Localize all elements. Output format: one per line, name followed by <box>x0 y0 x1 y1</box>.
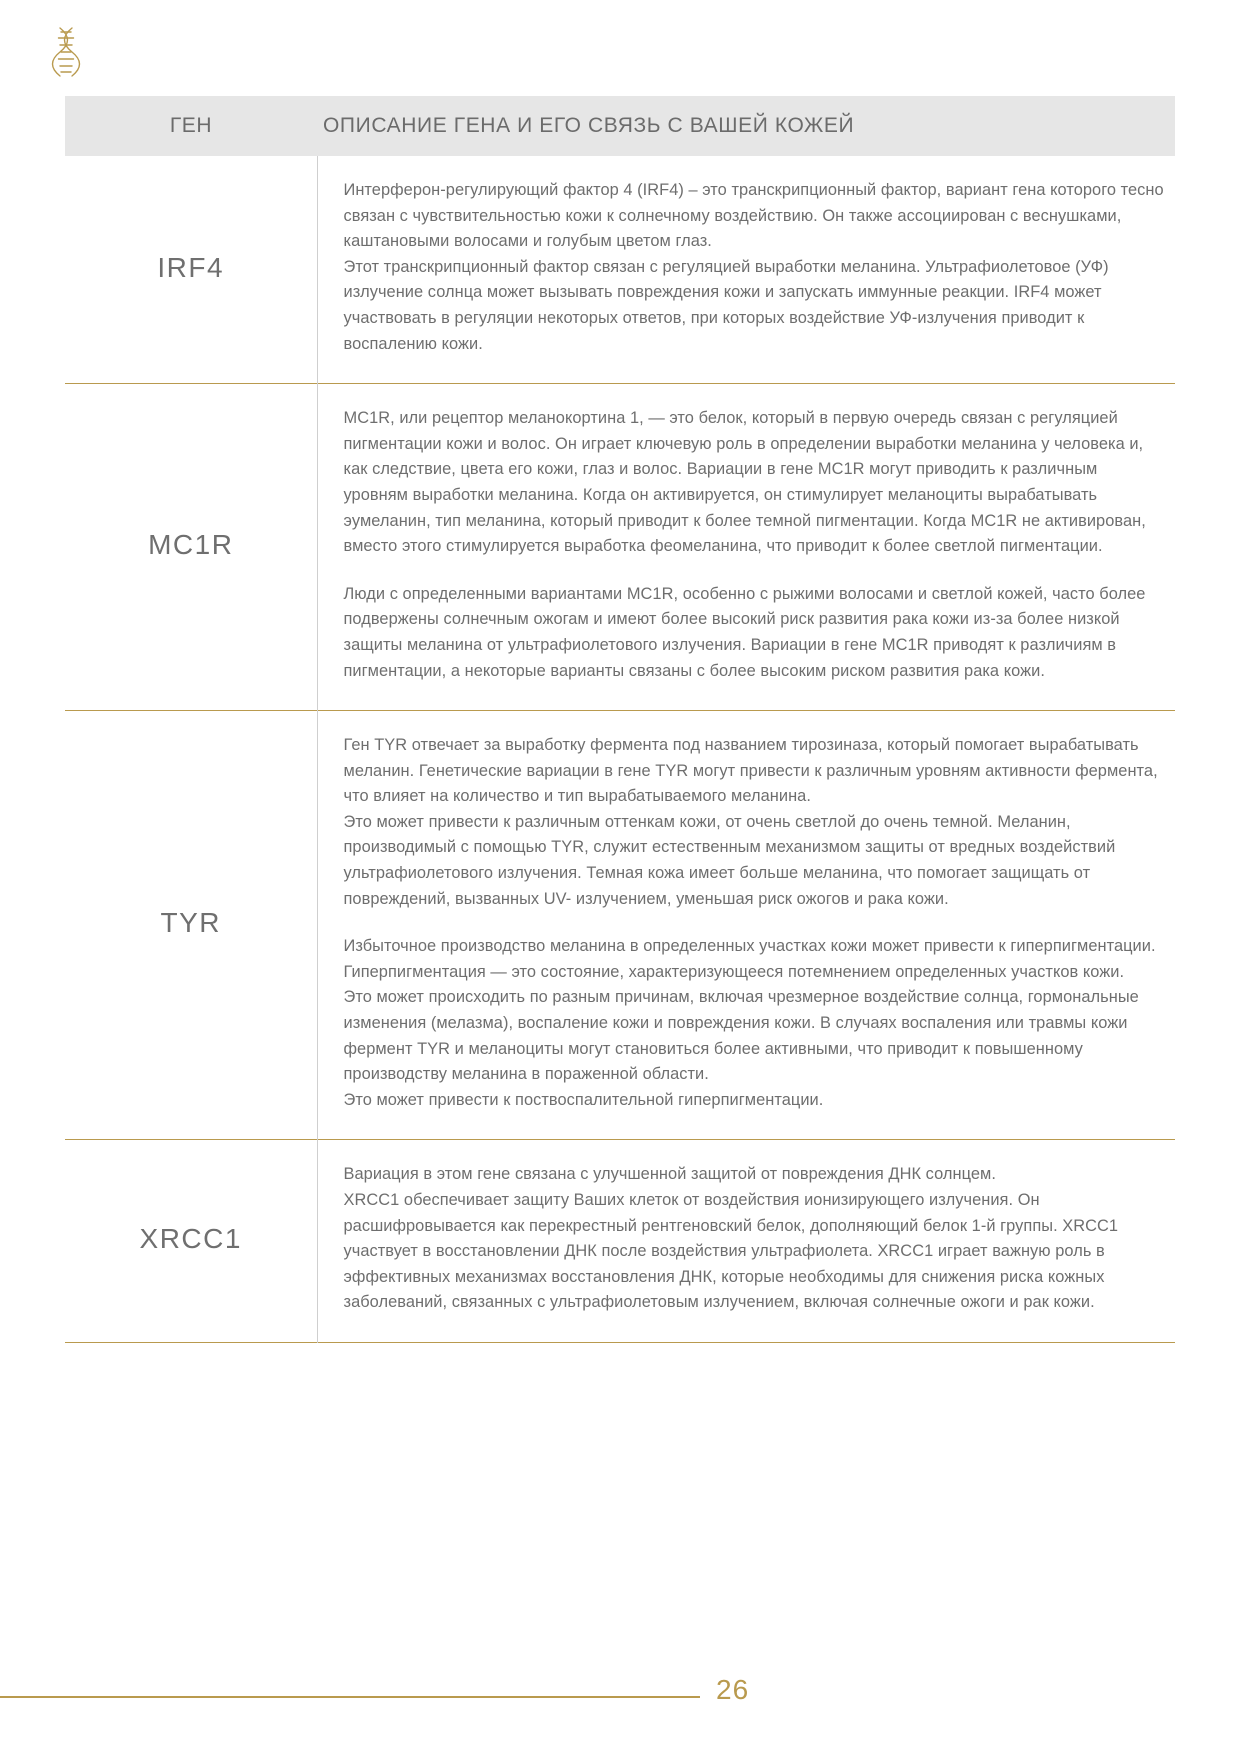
table-body <box>65 156 1175 1342</box>
table-header <box>65 96 1175 156</box>
paragraph: Избыточное производство меланина в определенных участках кожи может привести к гиперпигментации. Гиперпигментация — это состояние, характеризующееся потемнением определенных участков кожи. Это может происходить по разным причинам, включая чрезмерное воздействие солнца, гормональные изменения (мелазма), воспаление кожи и повреждения кожи. В случаях воспаления или травмы кожи фермент TYR и меланоциты могут становиться более активными, что приводит к повышенному производству меланина в пораженной области. Это может привести к поствоспалительной гиперпигментации. <box>343 937 1156 1109</box>
table-row <box>65 156 1175 384</box>
gene-description-cell <box>317 711 1175 1140</box>
page-number: 26 <box>716 1674 750 1705</box>
paragraph: Вариация в этом гене связана с улучшенной защитой от повреждения ДНК солнцем. XRCC1 обеспечивает защиту Ваших клеток от воздействия ионизирующего излучения. Он расшифровывается как перекрестный рентгеновский белок, дополняющий белок 1-й группы. XRCC1 участвует в восстановлении ДНК после воздействия ультрафиолета. XRCC1 играет важную роль в эффективных механизмах восстановления ДНК, которые необходимы для снижения риска кожных заболеваний, связанных с ультрафиолетовым излучением, включая солнечные ожоги и рак кожи. <box>343 1165 1119 1312</box>
gene-name-cell: MC1R <box>65 384 317 711</box>
table-row <box>65 711 1175 1140</box>
gene-description-table <box>65 96 1175 1343</box>
gene-name-cell: XRCC1 <box>65 1140 317 1343</box>
gene-description-cell <box>317 1140 1175 1343</box>
footer-divider <box>0 1696 700 1698</box>
paragraph: Интерферон-регулирующий фактор 4 (IRF4) – это транскрипционный фактор, вариант гена которого тесно связан с чувствительностью кожи к солнечному воздействию. Он также ассоциирован с веснушками, каштановыми волосами и голубым цветом глаз. Этот транскрипционный фактор связан с регуляцией выработки меланина. Ультрафиолетовое (УФ) излучение солнца может вызывать повреждения кожи и запускать иммунные реакции. IRF4 может участвовать в регуляции некоторых ответов, при которых воздействие УФ-излучения приводит к воспалению кожи. <box>343 181 1164 353</box>
column-header-description-label: ОПИСАНИЕ ГЕНА И ЕГО СВЯЗЬ С ВАШЕЙ КОЖЕЙ <box>323 114 855 137</box>
table-row <box>65 1140 1175 1343</box>
column-header-description <box>317 96 1175 156</box>
dna-helix-logo-icon <box>36 18 98 80</box>
paragraph: Ген TYR отвечает за выработку фермента под названием тирозиназа, который помогает вырабатывать меланин. Генетические вариации в гене TYR могут привести к различным уровням активности фермента, что влияет на количество и тип вырабатываемого меланина. Это может привести к различным оттенкам кожи, от очень светлой до очень темной. Меланин, производимый с помощью TYR, служит естественным механизмом защиты от вредных воздействий ультрафиолетового излучения. Темная кожа имеет больше меланина, что помогает защищать от повреждений, вызванных UV- излучением, уменьшая риск ожогов и рака кожи. <box>343 736 1158 908</box>
gene-name-cell: IRF4 <box>65 156 317 384</box>
page-header <box>0 0 1240 96</box>
gene-description-cell <box>317 156 1175 384</box>
table-header-row <box>65 96 1175 156</box>
paragraph: Люди с определенными вариантами MC1R, особенно с рыжими волосами и светлой кожей, часто более подвержены солнечным ожогам и имеют более высокий риск развития рака кожи из-за более низкой защиты меланина от ультрафиолетового излучения. Вариации в гене MC1R приводят к различиям в пигментации, а некоторые варианты связаны с более высоким риском развития рака кожи. <box>343 584 1146 680</box>
paragraph: MC1R, или рецептор меланокортина 1, — это белок, который в первую очередь связан с регуляцией пигментации кожи и волос. Он играет ключевую роль в определении выработки меланина у человека и, как следствие, цвета его кожи, глаз и волос. Вариации в гене MC1R могут приводить к различным уровням выработки меланина. Когда он активируется, он стимулирует меланоциты вырабатывать эумеланин, тип меланина, который приводит к более темной пигментации. Когда MC1R не активирован, вместо этого стимулируется выработка феомеланина, что приводит к более светлой пигментации. <box>343 409 1146 556</box>
column-header-gene: ГЕН <box>65 96 317 156</box>
table-row <box>65 384 1175 711</box>
gene-description-cell <box>317 384 1175 711</box>
gene-name-cell: TYR <box>65 711 317 1140</box>
page-footer <box>0 1674 1240 1720</box>
